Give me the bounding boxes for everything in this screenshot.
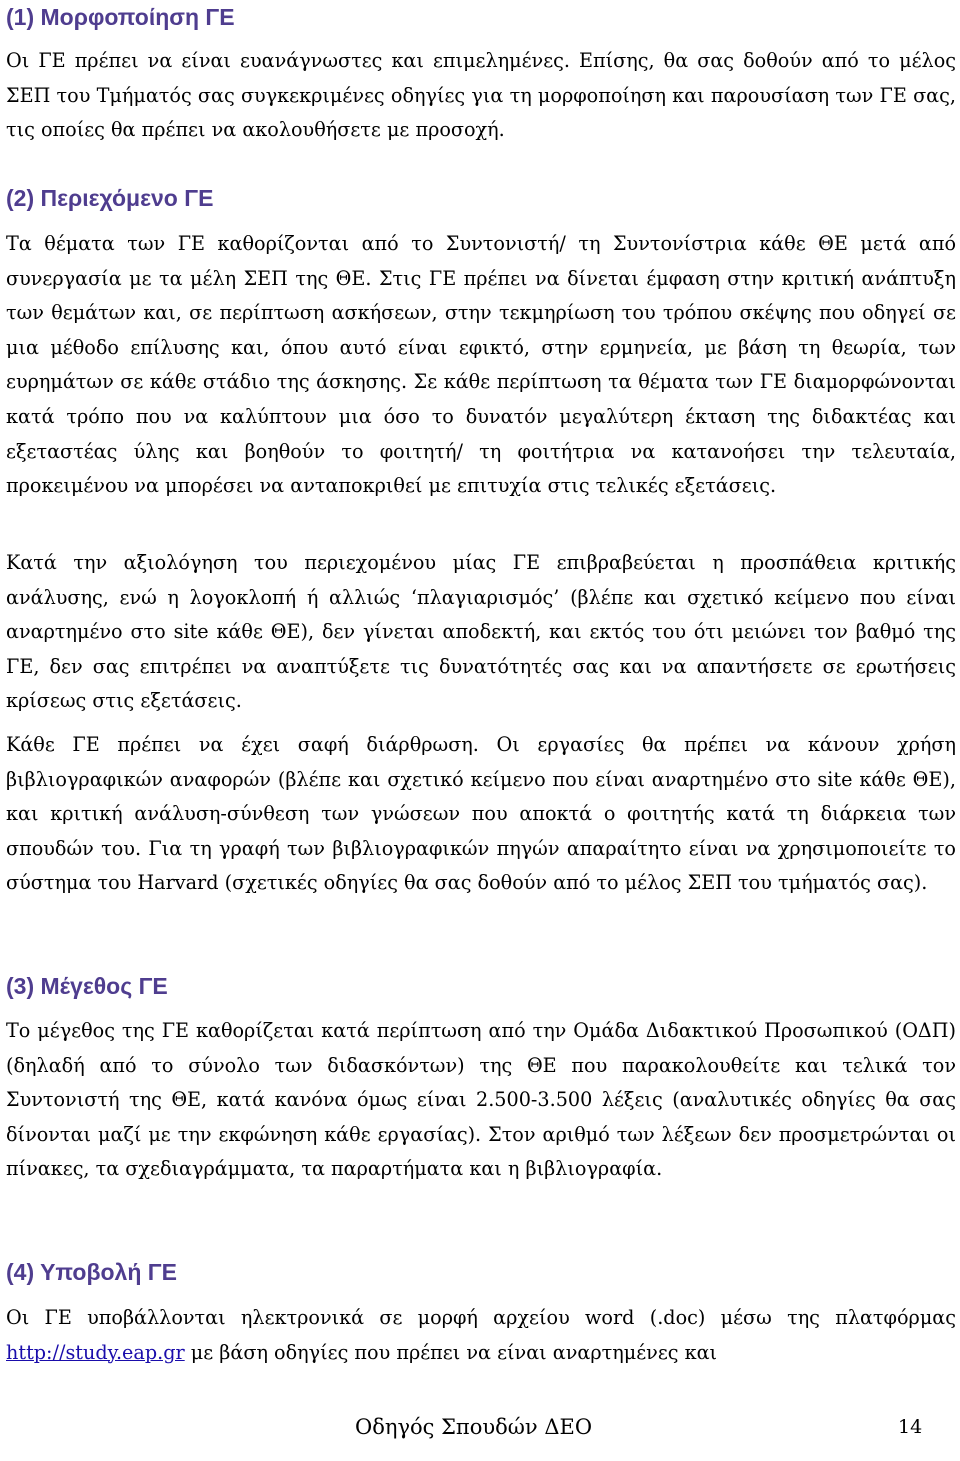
- paragraph-content-structure: Κάθε ΓΕ πρέπει να έχει σαφή διάρθρωση. Οι εργασίες θα πρέπει να κάνουν χρήση βιβλιογραφικών αναφορών (βλέπε και σχετικό κείμενο που είναι αναρτημένο στο site κάθε ΘΕ), και κριτική ανάλυση-σύνθεση των γνώσεων που αποκτά ο φοιτητής κατά τη διάρκεια των σπουδών του. Για τη γραφή των βιβλιογραφικών πηγών απαραίτητο είναι να χρησιμοποιείτε το σύστημα του Harvard (σχετικές οδηγίες θα σας δοθούν από το μέλος ΣΕΠ του τμήματός σας).: [6, 733, 956, 895]
- section-heading-formatting: (1) Μορφοποίηση ΓΕ: [6, 4, 235, 30]
- submission-text-end: με βάση οδηγίες που πρέπει να είναι αναρτημένες και: [184, 1340, 718, 1364]
- section-heading-size: (3) Μέγεθος ΓΕ: [6, 973, 168, 999]
- paragraph-submission: [6, 1301, 956, 1370]
- section-heading-submission: (4) Υποβολή ΓΕ: [6, 1259, 177, 1285]
- paragraph-size: Το μέγεθος της ΓΕ καθορίζεται κατά περίπτωση από την Ομάδα Διδακτικού Προσωπικού (ΟΔΠ) (δηλαδή από το σύνολο των διδασκόντων) της ΘΕ που παρακολουθείτε και τελικά τον Συντονιστή της ΘΕ, κατά κανόνα όμως είναι 2.500-3.500 λέξεις (αναλυτικές οδηγίες θα σας δίνονται μαζί με την εκφώνηση κάθε εργασίας). Στον αριθμό των λέξεων δεν προσμετρώνται οι πίνακες, τα σχεδιαγράμματα, τα παραρτήματα και η βιβλιογραφία.: [6, 1019, 956, 1181]
- section-heading-content: (2) Περιεχόμενο ΓΕ: [6, 185, 214, 211]
- submission-text-start: Οι ΓΕ υποβάλλονται ηλεκτρονικά σε μορφή αρχείου word (.doc) μέσω της πλατφόρμας: [6, 1306, 956, 1329]
- study-platform-link[interactable]: http://study.eap.gr: [6, 1340, 185, 1364]
- paragraph-formatting: Οι ΓΕ πρέπει να είναι ευανάγνωστες και επιμελημένες. Επίσης, θα σας δοθούν από το μέλος ΣΕΠ του Τμήματός σας συγκεκριμένες οδηγίες για τη μορφοποίηση και παρουσίαση των ΓΕ σας, τις οποίες θα πρέπει να ακολουθήσετε με προσοχή.: [6, 49, 956, 142]
- paragraph-content-evaluation: Κατά την αξιολόγηση του περιεχομένου μίας ΓΕ επιβραβεύεται η προσπάθεια κριτικής ανάλυσης, ενώ η λογοκλοπή ή αλλιώς ‘πλαγιαρισμός’ (βλέπε και σχετικό κείμενο που είναι αναρτημένο στο site κάθε ΘΕ), δεν γίνεται αποδεκτή, και εκτός του ότι μειώνει τον βαθμό της ΓΕ, δεν σας επιτρέπει να αναπτύξετε τις δυνατότητές σας και να απαντήσετε σε ερωτήσεις κρίσεως στις εξετάσεις.: [6, 551, 956, 713]
- paragraph-content-topics: Τα θέματα των ΓΕ καθορίζονται από το Συντονιστή/ τη Συντονίστρια κάθε ΘΕ μετά από συνεργασία με τα μέλη ΣΕΠ της ΘΕ. Στις ΓΕ πρέπει να δίνεται έμφαση στην κριτική ανάπτυξη των θεμάτων και, σε περίπτωση ασκήσεων, στην τεκμηρίωση του τρόπου σκέψης που οδηγεί σε μια μέθοδο επίλυσης και, όπου αυτό είναι εφικτό, στην ερμηνεία, με βάση τη θεωρία, των ευρημάτων σε κάθε στάδιο της άσκησης. Σε κάθε περίπτωση τα θέματα των ΓΕ διαμορφώνονται κατά τρόπο που να καλύπτουν μια όσο το δυνατόν μεγαλύτερη έκταση της διδακτέας και εξεταστέας ύλης και βοηθούν το φοιτητή/ τη φοιτήτρια να κατανοήσει την τελευταία, προκειμένου να μπορέσει να ανταποκριθεί με επιτυχία στις τελικές εξετάσεις.: [6, 232, 956, 498]
- footer-title: Οδηγός Σπουδών ΔΕΟ: [355, 1415, 593, 1439]
- page-number: 14: [898, 1416, 923, 1438]
